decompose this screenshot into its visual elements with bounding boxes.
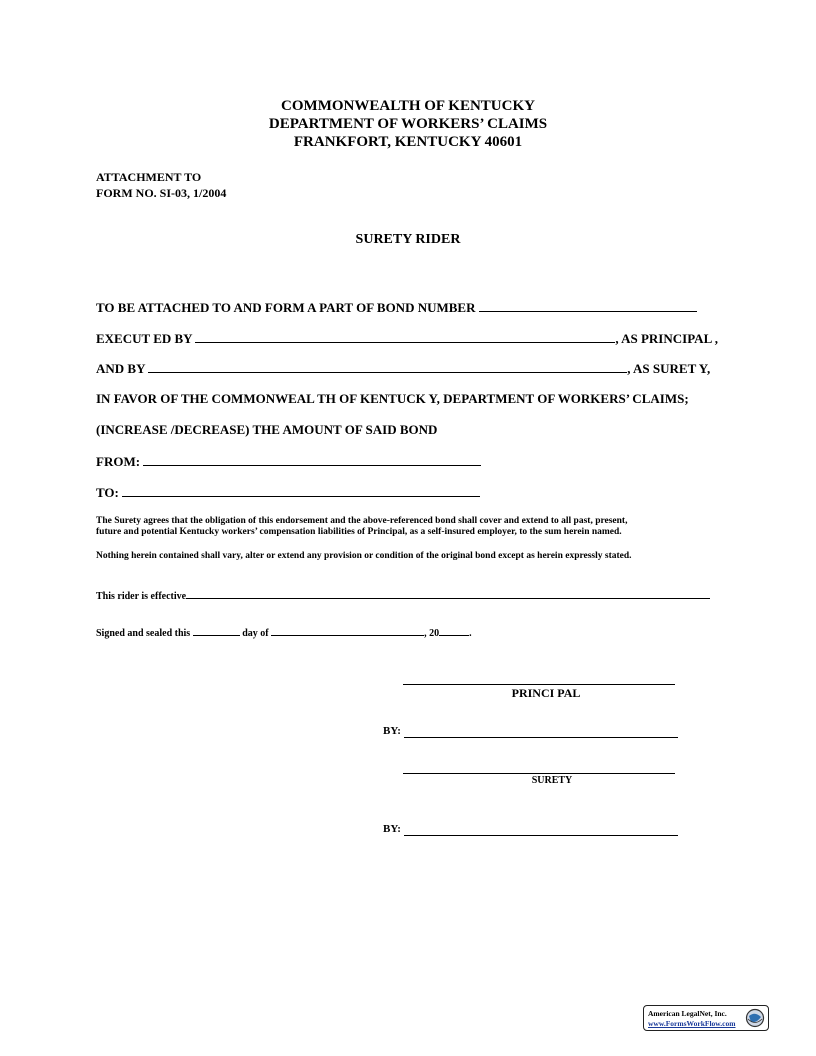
signed-year-field[interactable] xyxy=(439,625,469,636)
signed-year-prefix: , 20 xyxy=(424,628,440,639)
bond-number-field[interactable] xyxy=(479,299,697,312)
surety-label: SURETY xyxy=(531,775,573,786)
signed-month-field[interactable] xyxy=(271,625,424,636)
from-label: FROM: xyxy=(96,454,141,469)
bond-number-row xyxy=(96,299,697,316)
signed-day-label: day of xyxy=(242,628,269,639)
signed-row xyxy=(96,625,472,639)
paragraph-1-line-1: The Surety agrees that the obligation of this endorsement and the above-referenced bond shall cover and extend to all past, present, xyxy=(96,516,628,526)
paragraph-1-line-2: future and potential Kentucky workers’ compensation liabilities of Principal, as a self-insured employer, to the sum herein named. xyxy=(96,527,622,537)
principal-by-signature-line[interactable] xyxy=(404,737,678,738)
globe-icon xyxy=(745,1008,765,1033)
increase-decrease-text: (INCREASE /DECREASE) THE AMOUNT OF SAID BOND xyxy=(96,422,438,437)
and-by-label: AND BY xyxy=(96,361,145,376)
header-line-2: DEPARTMENT OF WORKERS’ CLAIMS xyxy=(268,116,548,132)
principal-name-field[interactable] xyxy=(195,330,615,343)
attachment-line-2: FORM NO. SI-03, 1/2004 xyxy=(96,186,227,200)
surety-signature-line[interactable] xyxy=(403,773,675,774)
bond-number-label: TO BE ATTACHED TO AND FORM A PART OF BOND NUMBER xyxy=(96,300,476,315)
from-amount-field[interactable] xyxy=(143,453,481,466)
attachment-line-1: ATTACHMENT TO xyxy=(96,170,202,184)
paragraph-2: Nothing herein contained shall vary, alter or extend any provision or condition of the original bond except as herein expressly stated. xyxy=(96,551,632,561)
to-row xyxy=(96,484,480,501)
header-line-1: COMMONWEALTH OF KENTUCKY xyxy=(281,98,535,114)
to-amount-field[interactable] xyxy=(122,484,480,497)
logo-company-name: American LegalNet, Inc. xyxy=(648,1009,727,1018)
from-row xyxy=(96,453,481,470)
header-line-3: FRANKFORT, KENTUCKY 40601 xyxy=(293,134,523,150)
surety-suffix: , AS SURET Y, xyxy=(627,361,711,376)
surety-by-signature-line[interactable] xyxy=(404,835,678,836)
to-label: TO: xyxy=(96,485,119,500)
signed-prefix: Signed and sealed this xyxy=(96,628,191,639)
and-by-row xyxy=(96,360,710,377)
american-legalnet-logo[interactable] xyxy=(643,1005,769,1031)
executed-by-label: EXECUT ED BY xyxy=(96,331,193,346)
signed-day-field[interactable] xyxy=(193,625,240,636)
page-title: SURETY RIDER xyxy=(355,232,461,247)
surety-by-label: BY: xyxy=(383,823,401,835)
executed-by-row xyxy=(96,330,718,347)
principal-by-label: BY: xyxy=(383,725,401,737)
effective-date-field[interactable] xyxy=(186,588,710,599)
surety-name-field[interactable] xyxy=(148,360,627,373)
effective-row xyxy=(96,588,710,602)
principal-label: PRINCI PAL xyxy=(511,686,581,700)
effective-label: This rider is effective xyxy=(96,591,187,602)
in-favor-text: IN FAVOR OF THE COMMONWEAL TH OF KENTUCK Y, DEPARTMENT OF WORKERS’ CLAIMS; xyxy=(96,391,689,406)
signed-end: . xyxy=(469,628,472,639)
logo-website-link[interactable]: www.FormsWorkFlow.com xyxy=(648,1019,736,1028)
principal-suffix: , AS PRINCIPAL , xyxy=(615,331,719,346)
principal-signature-line[interactable] xyxy=(403,684,675,685)
